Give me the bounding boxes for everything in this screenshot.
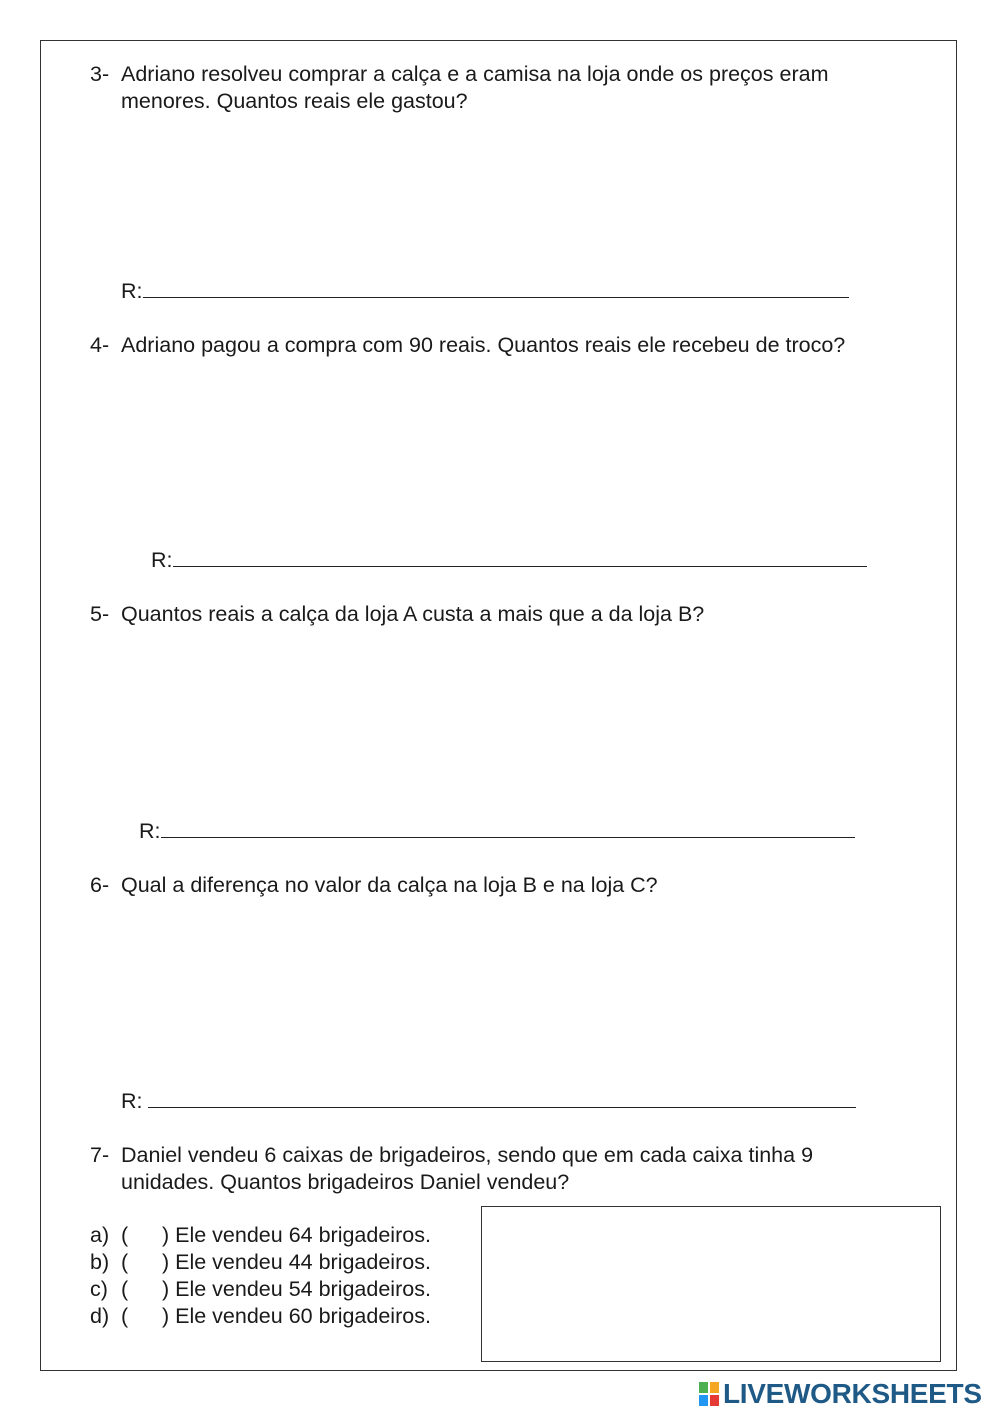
option-checkbox[interactable]: ( <box>121 1304 129 1328</box>
logo-square-red <box>709 1394 720 1407</box>
logo-square-blue <box>698 1394 709 1407</box>
question-number: 7- <box>90 1143 110 1167</box>
answer-line-3[interactable] <box>121 278 849 305</box>
option-letter: d) <box>90 1304 110 1328</box>
option-text: ) Ele vendeu 64 brigadeiros. <box>162 1223 431 1247</box>
question-text-line1: Daniel vendeu 6 caixas de brigadeiros, sendo que em cada caixa tinha 9 <box>121 1143 814 1167</box>
calculation-box[interactable] <box>481 1206 941 1362</box>
answer-blank[interactable] <box>148 1089 856 1108</box>
answer-blank[interactable] <box>173 548 867 567</box>
answer-label: R: <box>121 1089 149 1113</box>
question-5 <box>90 601 950 631</box>
logo-square-orange <box>709 1381 720 1394</box>
question-text-line1: Quantos reais a calça da loja A custa a mais que a da loja B? <box>121 602 705 626</box>
answer-line-6[interactable] <box>121 1088 856 1115</box>
option-letter: c) <box>90 1277 108 1301</box>
question-number: 4- <box>90 333 110 357</box>
question-text-line2: menores. Quantos reais ele gastou? <box>121 89 468 113</box>
option-text: ) Ele vendeu 60 brigadeiros. <box>162 1304 431 1328</box>
option-d[interactable] <box>90 1303 431 1330</box>
question-text-line2: unidades. Quantos brigadeiros Daniel vendeu? <box>121 1170 570 1194</box>
option-b[interactable] <box>90 1249 431 1276</box>
question-7 <box>90 1142 950 1198</box>
answer-label: R: <box>121 279 143 303</box>
answer-blank[interactable] <box>161 819 855 838</box>
question-text-line1: Adriano pagou a compra com 90 reais. Quantos reais ele recebeu de troco? <box>121 333 846 357</box>
brand-name: LIVEWORKSHEETS <box>723 1378 982 1409</box>
option-text: ) Ele vendeu 54 brigadeiros. <box>162 1277 431 1301</box>
question-number: 6- <box>90 873 110 897</box>
question-6 <box>90 872 950 902</box>
question-number: 3- <box>90 62 110 86</box>
option-letter: b) <box>90 1250 110 1274</box>
question-4 <box>90 332 970 362</box>
logo-square-green <box>698 1381 709 1394</box>
answer-label: R: <box>139 819 161 843</box>
option-a[interactable] <box>90 1222 431 1249</box>
question-text-line1: Adriano resolveu comprar a calça e a camisa na loja onde os preços eram <box>121 62 829 86</box>
answer-blank[interactable] <box>143 279 849 298</box>
answer-line-5[interactable] <box>139 818 855 845</box>
option-checkbox[interactable]: ( <box>121 1277 129 1301</box>
option-letter: a) <box>90 1223 110 1247</box>
option-checkbox[interactable]: ( <box>121 1223 129 1247</box>
liveworksheets-brand <box>698 1378 982 1410</box>
question-text-line1: Qual a diferença no valor da calça na loja B e na loja C? <box>121 873 658 897</box>
option-text: ) Ele vendeu 44 brigadeiros. <box>162 1250 431 1274</box>
answer-line-4[interactable] <box>151 547 867 574</box>
answer-label: R: <box>151 548 173 572</box>
option-checkbox[interactable]: ( <box>121 1250 129 1274</box>
question-3 <box>90 61 950 117</box>
option-c[interactable] <box>90 1276 431 1303</box>
question-number: 5- <box>90 602 110 626</box>
liveworksheets-logo-icon <box>698 1381 720 1407</box>
